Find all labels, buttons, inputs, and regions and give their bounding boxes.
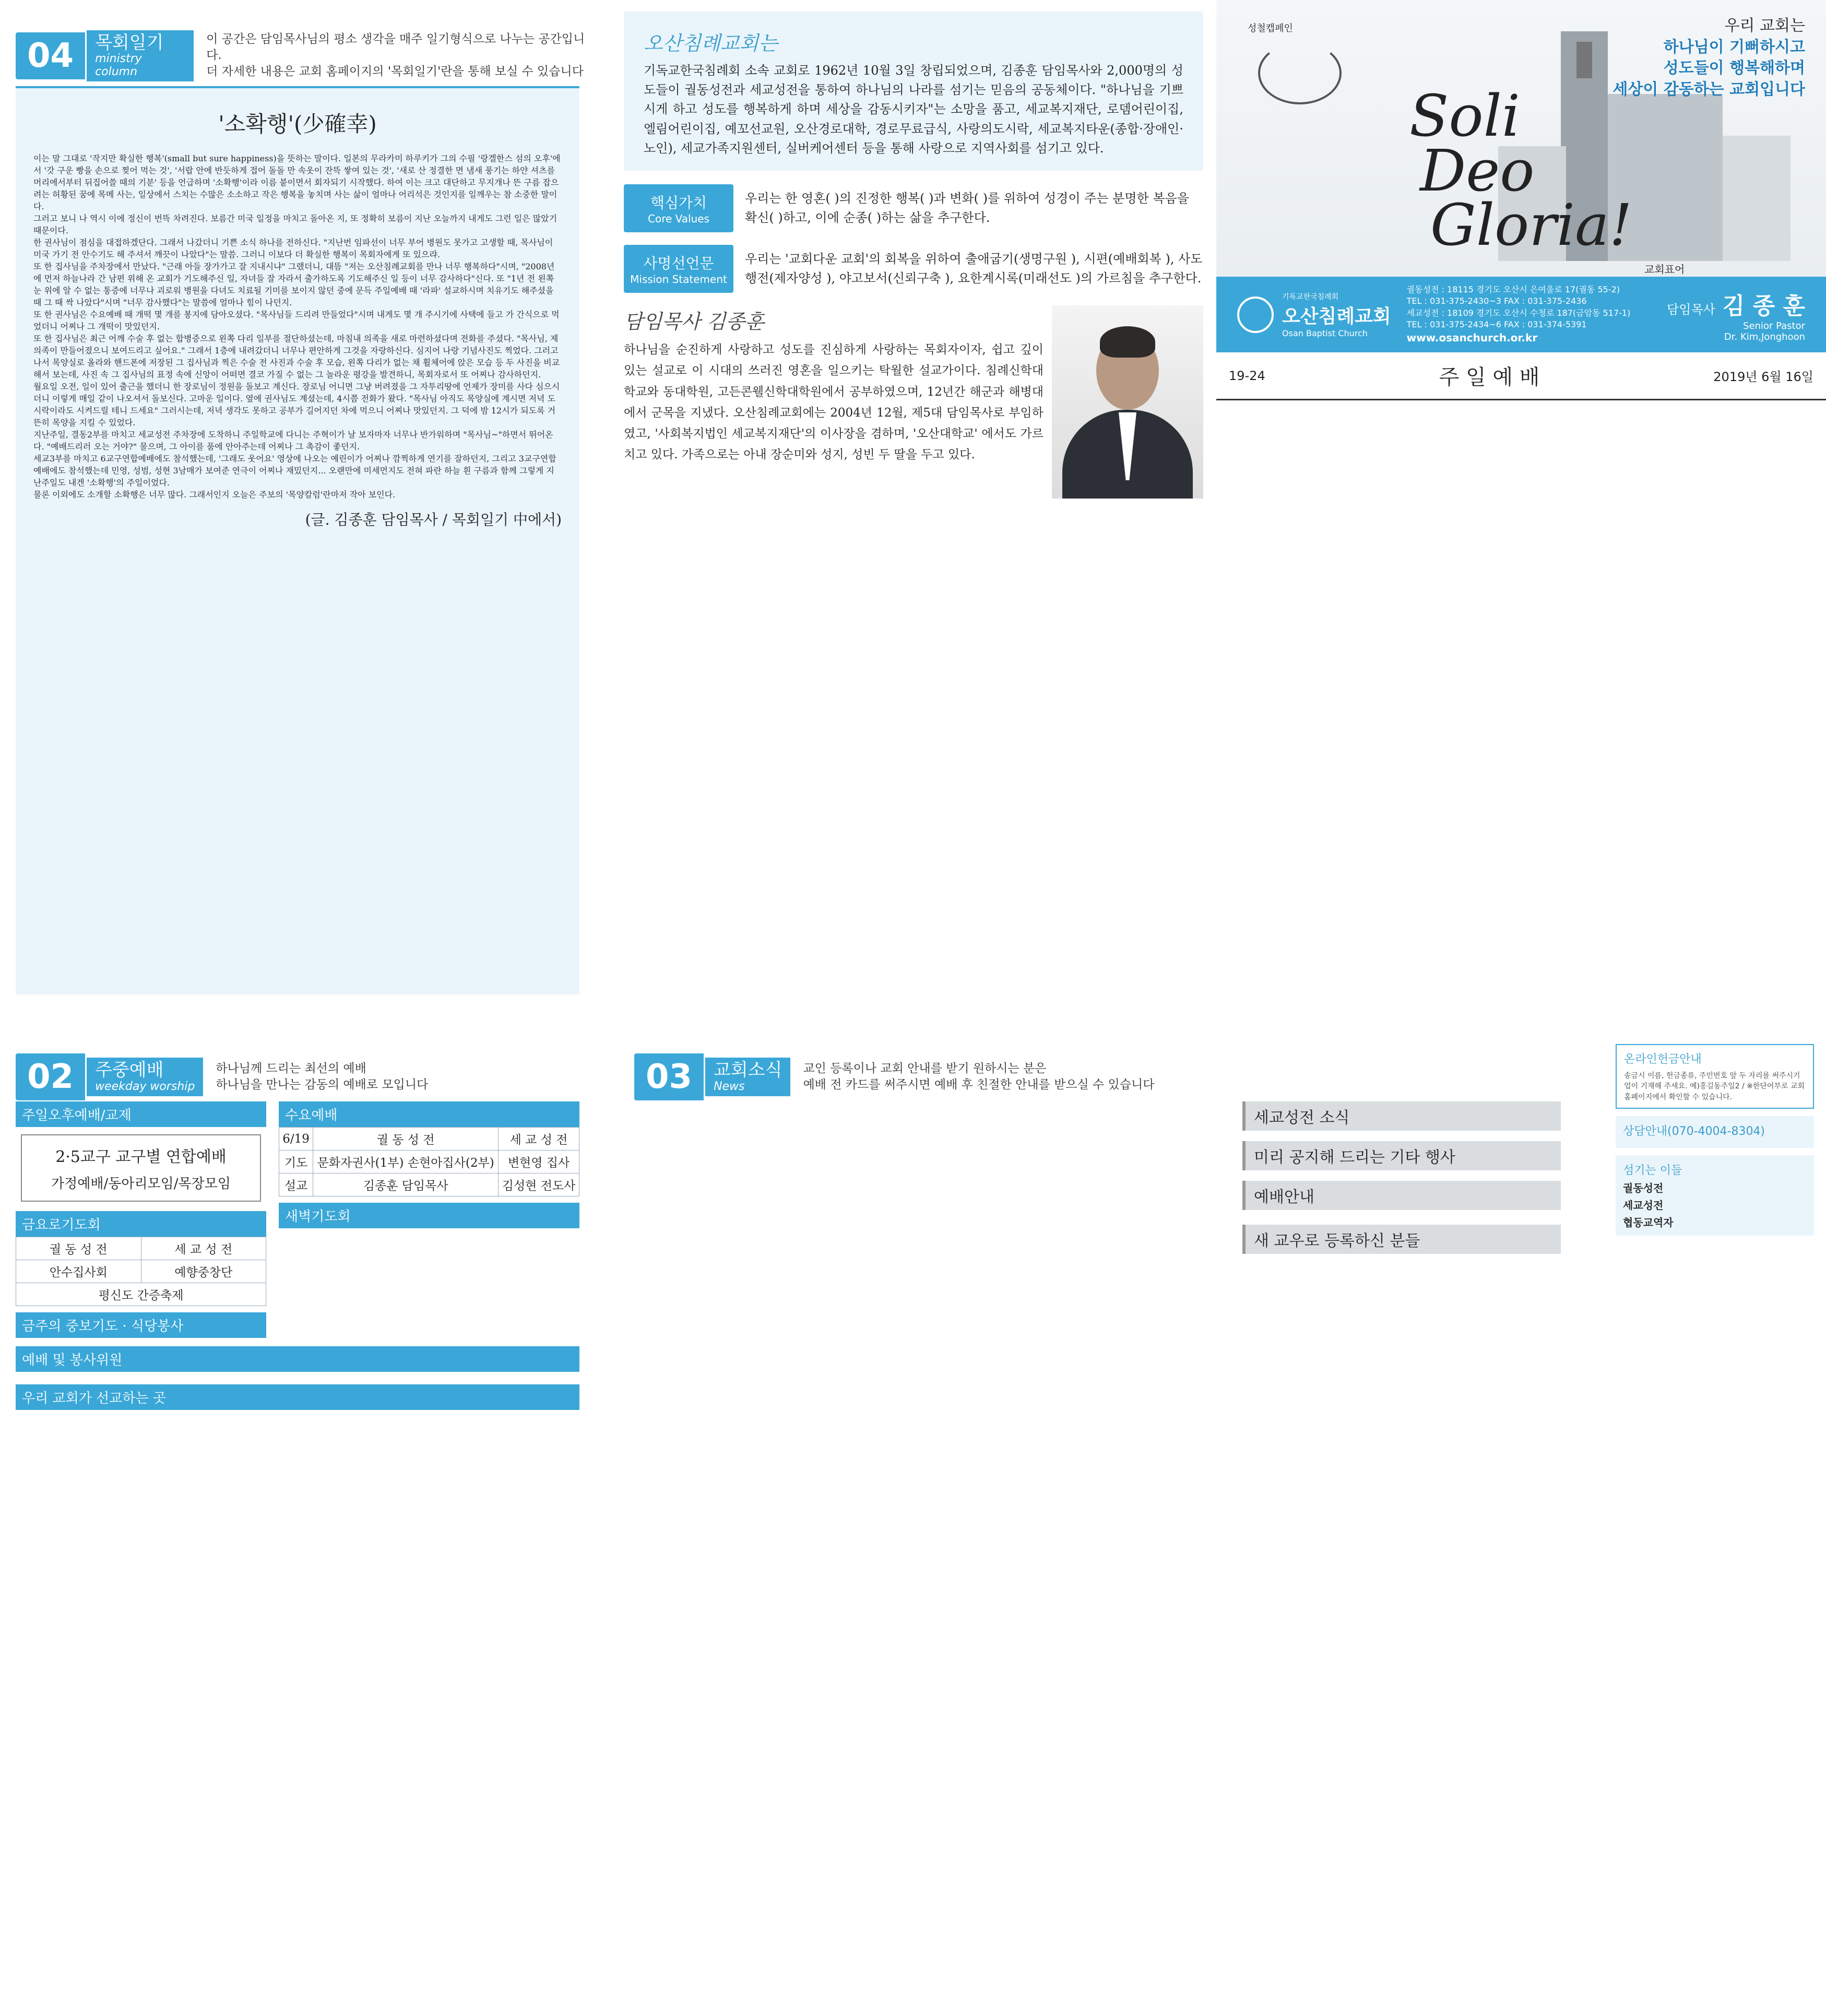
column-headline: '소확행'(少確幸)	[218, 111, 377, 137]
wednesday-table: 6/19 궐 동 성 전 세 교 성 전 기도 문화자권사(1부) 손현아집사(2부) 변현영 집사 설교 김종훈 담임목사 김성현 전도사	[279, 1127, 579, 1196]
pastor-text: 하나님을 순진하게 사랑하고 성도를 진심하게 사랑하는 목회자이자, 쉽고 깊이 있는 설교로 이 시대의 쓰러진 영혼을 일으키는 탁월한 설교가이다. 침례신학대학교와 동대학원, 고든콘웰신학대학원에서 공부하였으며, 12년간 해군과 해병대에서 군목을 지냈다. 오산침례교회에는 2004년 12월, 제5대 담임목사로 부임하였고, '사회복지법인 세교복지재단'의 이사장을 겸하며, '오산대학교' 에서도 가르치고 있다. 가족으로는 아내 장순미와 성지, 성빈 두 딸을 두고 있다.	[624, 343, 1044, 462]
church-url[interactable]: www.osanchurch.or.kr	[1406, 331, 1538, 345]
cover-motto: Soli Deo Gloria!	[1409, 82, 1632, 258]
sun-pm-label: 주일오후예배/교제	[16, 1101, 266, 1127]
column-signature: (글. 김종훈 담임목사 / 목회일기 中에서)	[305, 511, 562, 528]
friday-table: 궐 동 성 전 세 교 성 전 안수집사회 예향중창단 평신도 간증축제	[16, 1237, 266, 1306]
mission-en: Mission Statement	[630, 273, 727, 286]
column-paragraph: 그러고 보니 나 역시 이에 정신이 번뜩 차려진다. 보름간 미국 일정을 마치고 돌아온 지, 또 정확히 보름이 지난 오늘까지 내게도 그런 일은 많았기 때문이다.	[33, 214, 558, 235]
column-box	[16, 86, 579, 994]
column-paragraph: 또 한 권사님은 수요예배 때 개떡 몇 개를 봉지에 담아오셨다. "목사님들 드리려 만들었다"시며 내게도 몇 개 주시기에 사택에 들고 가 간식으로 먹었더니 어찌나 그 개떡이 맛있던지.	[33, 310, 560, 331]
cover-art	[1216, 0, 1826, 277]
page-news	[619, 1023, 1826, 2015]
section-header	[16, 30, 590, 81]
page-ministry-column	[0, 0, 590, 1002]
intro-box	[624, 11, 1203, 171]
column-paragraph: 물론 이외에도 소개할 소확행은 너무 많다. 그래서인지 오늘은 주보의 '목양칼럼'란마저 작아 보인다.	[33, 490, 396, 500]
column-body	[33, 152, 562, 500]
column-paragraph: 또 한 집사님은 최근 어깨 수술 후 없는 합병증으로 왼쪽 다리 일부를 절단하셨는데, 마침내 의족을 새로 마련하셨다며 전화를 주셨다. "목사님, 제 의족이 만들어졌으니 보여드리고 싶어요." 그래서 1층에 내려갔더니 너무나 편안하게 그것을 자랑하신다. 심지어 나랑 기념사진도 찍었다. 그러고 나서 목양실로 올라와 핸드폰에 저장된 그 집사님과 찍은 수술 전 사진과 수술 후 모습, 왼쪽 다리가 없는 채 휠체어에 앉은 모습 등 두 사진을 비교해서 보는데, 사진 속 그 집사님의 표정 속에 신앙이 어떠면 결코 가질 수 없는 그 놀라운 평강을 발견하니, 목회자로서 또 어찌나 감사하던지.	[33, 334, 560, 380]
page-church-intro	[619, 0, 1208, 1002]
column-paragraph: 세교3부를 마치고 6교구연합예배에도 참석했는데, '그래도 웃어요' 영상에 나오는 예린이가 어찌나 깜찍하게 연기를 잘하던지, 그리고 3교구연합예배에도 참석했는데 민영, 성범, 성현 3남매가 보여준 연극이 어찌나 재밌던지... 오랜만에 미세먼지도 전혀 파란 하늘 흰 구름과 함께 그렇게 지난주일도 내겐 '소확행'의 주일이었다.	[33, 454, 556, 488]
pastor-name: 김 종 훈	[1722, 292, 1805, 319]
news-mid-column: 세교성전 소식 미리 공지해 드리는 기타 행사 예배안내 새 교우로 등록하신 분들	[1242, 1101, 1561, 1258]
mission-statement	[624, 245, 1203, 293]
section-title: 목회일기 ministry column	[85, 30, 194, 81]
page-cover	[1216, 0, 1826, 1002]
core-label: 핵심가치	[650, 194, 707, 211]
church-name: 오산침례교회	[1282, 305, 1391, 327]
church-info-band: 기독교한국침례회 오산침례교회 Osan Baptist Church 궐동성전 : 18115 경기도 오산시 은여울로 17(궐동 55-2) TEL : 031-375-2430~3 FAX : 031-375-2436 세교성전 : 18109 경기도 오산시 수청로 187(금암동 517-1) TEL : 031-375-2434~6 FAX : 031-374-5391 www.osanchurch.or.kr 담임목사 김 종 훈 Senior Pastor Dr. Kim,Jonghoon	[1216, 277, 1826, 352]
column-paragraph: 월요일 오전, 일이 있어 출근을 했더니 한 장로님이 정원을 돌보고 계신다. 장로님 어니면 그냥 버려졌을 그 자투리땅에 언제가 장미를 사다 심으시더니 이렇게 매일 같이 나오셔서 돌보신다. 고마운 일이다. 옆에 권사님도 계셨는데, 4시쯤 전화가 왔다. "목사님 아직도 목양실에 계시면 저녁 도시락이라도 시켜드릴 테니 드세요" 그러시는데, 저녁 생각도 못하고 공부가 길어지던 차에 먹으니 어찌나 맛있던지. 그 덕에 밤 12시가 되도록 거뜬히 목양을 지킬 수 있었다.	[33, 382, 560, 428]
mission-text: 우리는 '교회다운 교회'의 회복을 위하여 출애굽기(생명구원 ), 시편(예배회복 ), 사도행전(제자양성 ), 야고보서(신뢰구축 ), 요한계시록(미래선도 )의 가르침을 추구한다.	[745, 251, 1203, 286]
section-number: 04	[16, 32, 85, 79]
cover-small-top: 성철캡페인	[1248, 23, 1293, 34]
pastor-script-title: 담임목사 김종훈	[624, 310, 765, 333]
pastor-photo	[1052, 305, 1203, 499]
core-values	[624, 184, 1203, 232]
column-paragraph: 이는 말 그대로 '작지만 확실한 행복'(small but sure happiness)을 뜻하는 말이다. 일본의 무라카미 하루키가 그의 수필 '랑겔한스 섬의 오후'에서 '갓 구운 빵을 손으로 찢어 먹는 것', '서랍 안에 반듯하게 접어 돌돌 만 속옷이 잔뜩 쌓여 있는 것', '새로 산 정결한 면 냄새 풍기는 하얀 셔츠를 머리에서부터 뒤집어쓸 때의 기분' 등을 언급하며 '소확행'이라 이름 붙이면서 회자되기 시작했다. 하여 이는 크고 대단하고 무지개나 뜬 구름 잡으려는 허황된 꿈에 목메 사는, 일상에서 스치는 수많은 소소하고 작은 행복을 놓치며 사는 삶이 얼마나 어리석은 것인지를 일깨우는 참 소중한 말이다.	[33, 153, 561, 211]
church-logo-icon	[1237, 297, 1274, 333]
mission-label: 사명선언문	[643, 255, 714, 272]
worship-title: 주 일 예 배	[1439, 365, 1540, 389]
core-en: Core Values	[648, 212, 709, 225]
news-side-column: 온라인헌금안내 송금시 이름, 헌금종류, 주민번호 앞 두 자리를 써주시기 업이 기재해 주세요. 예)홍길동주일2 / ※한단어부로 교회홈페이지에서 확인할 수 있습니다. 상담안내(070-4004-8304) 섬기는 이들 궐동성전 세교성전 협동교역자	[1616, 1044, 1814, 1236]
cover-motto-sub: 교회표어	[1644, 263, 1685, 276]
intro-script-title: 오산침례교회는	[644, 32, 778, 55]
column-paragraph: 또 한 집사님을 주차장에서 만났다. "근래 아들 장가가고 잘 지내시냐" 그랬더니, 대뜸 "저는 오산침례교회를 만나 너무 행복하다"시며, "2008년에 먼저 하늘나라 간 남편 위해 온 교회가 기도해주신 일, 자녀들 잘 자라서 출가하도록 기도해주신 일 등이 너무 감사하다"신다. 또 "1년 전 왼쪽 눈 위에 알 수 없는 통증에 너무나 괴로워 병원을 다녀도 치료될 기미를 보이지 않던 중에 문득 주일예배 때 '라파' 설교하시며 치유기도 해주셨을 때 그 때 싹 나았다"시며 "너무 감사했다"는 말씀에 얼마나 힘이 나던지.	[33, 262, 555, 307]
section-header-03: 03 교회소식 News 교인 등록이나 교회 안내를 받기 원하시는 분은 예배 전 카드를 써주시면 예배 후 친절한 안내를 받으실 수 있습니다	[634, 1053, 1154, 1100]
column-paragraph: 지난주일, 결동2부를 마치고 세교성전 주차장에 도착하니 주일학교에 다니는 주혁이가 날 보자마자 너무나 반가워하며 "목사님~"하면서 뛰어온다. "예배드리러 오는 거야?" 물으며, 그 아이를 품에 안아주는데 어찌나 그 촉감이 좋던지.	[33, 430, 553, 452]
smile-logo	[1258, 42, 1342, 104]
pastor-intro	[624, 305, 1203, 499]
page-weekday-worship: 02 주중예배 weekday worship 하나님께 드리는 최선의 예배 하나님을 만나는 감동의 예배로 모입니다 주일오후예배/교제 2·5교구 교구별 연합예배 가정예배/동아리모임/목장모임 금요로기도회 궐 동 성 전 세 교 성 전 안수집사회 예향중창단 평신도 간증축제 금주의 중보기도 · 식당봉사 수요예배 6/19 궐 동 성 전 세 교 성 전 기도 문화자권사(1부) 손현아집사(2부) 변현영 집사 설교 김종훈 담임목사 김성현 전도사 새벽기도회 예배 및 봉사위원 우리 교회가 선교하는 곳	[0, 1023, 590, 2015]
intro-text: 기독교한국침례회 소속 교회로 1962년 10월 3일 창립되었으며, 김종훈 담임목사와 2,000명의 성도들이 궐동성전과 세교성전을 통하여 하나님의 나라를 섬기는 믿음의 공동체이다. "하나님을 기쁘시게 하고 성도를 행복하게 하며 세상을 감동시키자"는 소망을 품고, 세교복지재단, 로뎀어린이집, 엘림어린이집, 예꼬선교원, 오산경로대학, 경로무료급식, 사랑의도시락, 세교복지타운(종합·장애인·노인), 세교가족지원센터, 실버케어센터 등을 통해 사랑으로 지역사회를 섬기고 있다.	[644, 63, 1183, 156]
section-desc: 이 공간은 담임목사님의 평소 생각을 매주 일기형식으로 나누는 공간입니다. 더 자세한 내용은 교회 홈페이지의 '목회일기'란을 통해 보실 수 있습니다	[206, 32, 585, 79]
worship-title-row: 19-24 주 일 예 배 2019년 6월 16일	[1216, 352, 1826, 400]
cover-banner: 우리 교회는 하나님이 기뻐하시고 성도들이 행복해하며 세상이 감동하는 교회입니다	[1612, 17, 1805, 99]
section-header-02: 02 주중예배 weekday worship 하나님께 드리는 최선의 예배 하나님을 만나는 감동의 예배로 모입니다	[16, 1053, 428, 1100]
column-paragraph: 한 권사님이 점심을 대접하겠단다. 그래서 나갔더니 기쁜 소식 하나를 전하신다. "지난번 임파선이 너무 부어 병원도 못가고 고생할 때, 목사님이 미국 가기 전 안수기도 해 주셔서 깨끗이 나았다"는 말씀. 그러니 이보다 더 확실한 행복이 목회자에게 또 있으랴.	[33, 238, 553, 259]
core-text: 우리는 한 영혼( )의 진정한 행복( )과 변화( )를 위하여 성경이 주는 분명한 복음을 확신( )하고, 이에 순종( )하는 삶을 추구한다.	[745, 191, 1189, 225]
sun-pm-box: 2·5교구 교구별 연합예배 가정예배/동아리모임/목장모임	[21, 1134, 261, 1202]
